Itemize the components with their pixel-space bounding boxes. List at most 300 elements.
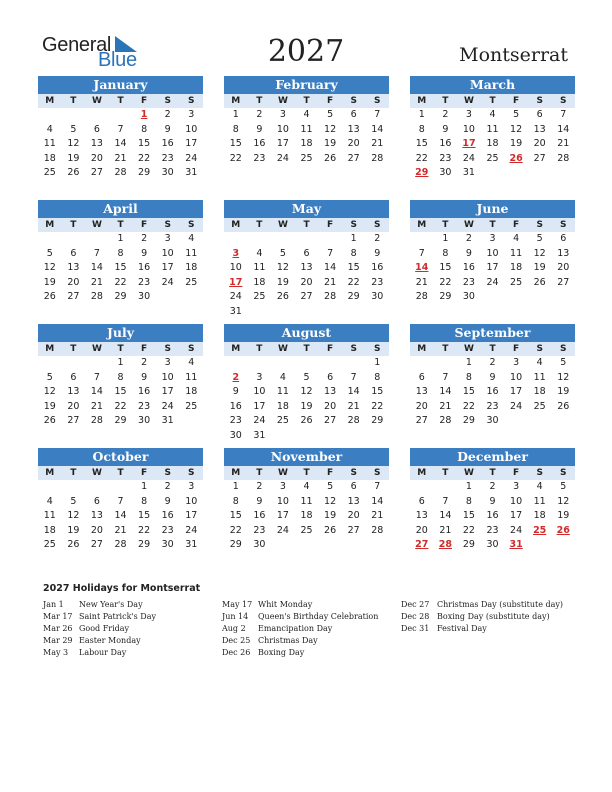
day-cell: 12 xyxy=(533,247,546,259)
day-cell: 25 xyxy=(510,276,523,288)
weekday-label: T xyxy=(256,96,263,106)
empty-day xyxy=(38,480,62,495)
day-cell: 8 xyxy=(442,247,449,259)
week-row xyxy=(224,538,389,553)
holiday-item xyxy=(222,623,378,635)
holiday-date: Mar 17 xyxy=(43,612,73,621)
day-cell: 19 xyxy=(300,400,313,412)
day-cell: 19 xyxy=(533,262,546,274)
day-cell: 11 xyxy=(300,123,313,135)
weekday-label: T xyxy=(256,468,263,478)
day-cell: 15 xyxy=(462,386,475,398)
day-cell: 11 xyxy=(43,138,56,150)
day-cell: 4 xyxy=(256,247,263,259)
day-cell: 15 xyxy=(462,510,475,522)
day-cell: 21 xyxy=(324,276,337,288)
day-cell: 24 xyxy=(486,276,499,288)
day-cell: 17 xyxy=(462,138,476,150)
weekday-label: W xyxy=(277,344,288,354)
day-cell: 5 xyxy=(46,371,53,383)
week-row xyxy=(224,495,389,510)
day-cell: 9 xyxy=(442,123,449,135)
day-cell: 10 xyxy=(510,371,523,383)
day-cell: 26 xyxy=(43,415,56,427)
weekday-label: S xyxy=(350,96,357,106)
empty-day xyxy=(62,108,86,123)
day-cell: 11 xyxy=(533,495,546,507)
empty-day xyxy=(85,108,109,123)
day-cell: 14 xyxy=(371,123,384,135)
day-cell: 17 xyxy=(161,262,174,274)
day-cell: 8 xyxy=(141,495,148,507)
day-cell: 19 xyxy=(67,152,80,164)
day-cell: 12 xyxy=(510,123,523,135)
day-cell: 25 xyxy=(185,400,198,412)
empty-day xyxy=(342,305,366,320)
day-cell: 31 xyxy=(229,305,242,317)
day-cell: 5 xyxy=(560,481,567,492)
day-cell: 30 xyxy=(486,415,499,427)
empty-day xyxy=(365,429,389,444)
week-row xyxy=(224,385,389,400)
day-cell: 1 xyxy=(141,481,148,492)
month-june xyxy=(410,200,575,305)
week-row xyxy=(410,232,575,247)
day-cell: 26 xyxy=(324,152,337,164)
day-cell: 3 xyxy=(279,481,286,492)
day-cell: 30 xyxy=(161,167,174,179)
week-row xyxy=(224,305,389,320)
week-row xyxy=(224,123,389,138)
empty-day xyxy=(504,166,528,181)
empty-day xyxy=(528,538,552,553)
empty-day xyxy=(434,356,458,371)
day-cell: 7 xyxy=(350,371,357,383)
day-cell: 3 xyxy=(279,109,286,120)
day-cell: 8 xyxy=(350,247,357,259)
weekday-label: S xyxy=(164,220,171,230)
day-cell: 10 xyxy=(486,247,499,259)
day-cell: 7 xyxy=(442,495,449,507)
empty-day xyxy=(342,429,366,444)
day-cell: 30 xyxy=(253,539,266,551)
weekday-label: T xyxy=(117,344,124,354)
day-cell: 11 xyxy=(533,371,546,383)
day-cell: 7 xyxy=(117,123,124,135)
month-title: March xyxy=(410,76,575,94)
day-cell: 15 xyxy=(439,262,452,274)
weekday-label: S xyxy=(374,344,381,354)
day-cell: 14 xyxy=(347,386,360,398)
day-cell: 29 xyxy=(229,539,242,551)
week-row xyxy=(38,524,203,539)
empty-day xyxy=(248,232,272,247)
weekday-label: F xyxy=(513,96,520,106)
month-november xyxy=(224,448,389,553)
day-cell: 15 xyxy=(138,138,151,150)
weekday-label: T xyxy=(442,344,449,354)
day-cell: 31 xyxy=(185,539,198,551)
week-row xyxy=(38,538,203,553)
weekday-label: T xyxy=(489,220,496,230)
weekday-label: M xyxy=(231,96,241,106)
holiday-name: Boxing Day (substitute day) xyxy=(437,612,550,621)
day-cell: 2 xyxy=(489,481,496,492)
week-row xyxy=(38,480,203,495)
weekday-label: W xyxy=(91,468,102,478)
holiday-item xyxy=(222,611,378,623)
day-cell: 21 xyxy=(114,152,127,164)
weekday-label: S xyxy=(350,220,357,230)
weekday-label: S xyxy=(350,344,357,354)
day-cell: 29 xyxy=(462,415,475,427)
day-cell: 4 xyxy=(188,357,195,368)
day-cell: 10 xyxy=(185,495,198,507)
empty-day xyxy=(481,290,505,305)
day-cell: 16 xyxy=(371,262,384,274)
day-cell: 15 xyxy=(114,262,127,274)
week-row xyxy=(410,385,575,400)
day-cell: 1 xyxy=(418,109,425,120)
week-row xyxy=(410,261,575,276)
week-row xyxy=(38,371,203,386)
holiday-item xyxy=(401,623,563,635)
day-cell: 24 xyxy=(510,400,523,412)
week-row xyxy=(410,400,575,415)
day-cell: 19 xyxy=(510,138,523,150)
day-cell: 8 xyxy=(117,247,124,259)
day-cell: 20 xyxy=(533,138,546,150)
day-cell: 6 xyxy=(93,495,100,507)
day-cell: 17 xyxy=(486,262,499,274)
day-cell: 2 xyxy=(141,357,148,368)
month-title: June xyxy=(410,200,575,218)
weekday-header xyxy=(38,342,203,356)
weekday-label: S xyxy=(560,344,567,354)
weekday-label: F xyxy=(141,468,148,478)
weekday-label: F xyxy=(513,468,520,478)
empty-day xyxy=(85,232,109,247)
weekday-label: S xyxy=(536,96,543,106)
day-cell: 26 xyxy=(556,524,570,536)
day-cell: 24 xyxy=(161,400,174,412)
month-title: November xyxy=(224,448,389,466)
day-cell: 29 xyxy=(347,291,360,303)
empty-day xyxy=(271,232,295,247)
day-cell: 16 xyxy=(439,138,452,150)
holiday-date: Dec 28 xyxy=(401,612,430,621)
day-cell: 13 xyxy=(90,138,103,150)
empty-day xyxy=(295,538,319,553)
day-cell: 24 xyxy=(229,291,242,303)
day-cell: 13 xyxy=(347,495,360,507)
day-cell: 6 xyxy=(418,371,425,383)
day-cell: 25 xyxy=(486,152,499,164)
day-cell: 22 xyxy=(347,276,360,288)
day-cell: 20 xyxy=(90,524,103,536)
week-row xyxy=(38,166,203,181)
weekday-label: T xyxy=(303,344,310,354)
day-cell: 1 xyxy=(232,481,239,492)
day-cell: 28 xyxy=(371,152,384,164)
day-cell: 1 xyxy=(117,357,124,368)
empty-day xyxy=(504,290,528,305)
day-cell: 15 xyxy=(371,386,384,398)
day-cell: 25 xyxy=(300,152,313,164)
day-cell: 3 xyxy=(164,233,171,244)
day-cell: 6 xyxy=(350,109,357,120)
day-cell: 17 xyxy=(229,276,243,288)
day-cell: 21 xyxy=(371,510,384,522)
month-title: August xyxy=(224,324,389,342)
day-cell: 26 xyxy=(533,276,546,288)
day-cell: 21 xyxy=(90,400,103,412)
holiday-date: Mar 26 xyxy=(43,624,73,633)
weekday-label: M xyxy=(45,96,55,106)
day-cell: 6 xyxy=(418,495,425,507)
day-cell: 31 xyxy=(253,429,266,441)
week-row xyxy=(38,385,203,400)
day-cell: 24 xyxy=(276,524,289,536)
day-cell: 2 xyxy=(256,481,263,492)
day-cell: 8 xyxy=(232,495,239,507)
weekday-label: T xyxy=(117,96,124,106)
day-cell: 10 xyxy=(161,247,174,259)
logo-text-general: General xyxy=(42,34,112,56)
week-row xyxy=(410,414,575,429)
holiday-item xyxy=(222,635,378,647)
week-row xyxy=(410,538,575,553)
weekday-label: S xyxy=(560,96,567,106)
day-cell: 10 xyxy=(161,371,174,383)
empty-day xyxy=(410,232,434,247)
day-cell: 4 xyxy=(303,481,310,492)
day-cell: 19 xyxy=(324,510,337,522)
day-cell: 8 xyxy=(232,123,239,135)
weekday-header xyxy=(38,466,203,480)
weekday-label: T xyxy=(256,344,263,354)
weekday-label: S xyxy=(188,344,195,354)
day-cell: 17 xyxy=(253,400,266,412)
day-cell: 5 xyxy=(327,109,334,120)
day-cell: 20 xyxy=(347,510,360,522)
holiday-name: Christmas Day xyxy=(258,636,318,645)
day-cell: 11 xyxy=(185,247,198,259)
day-cell: 4 xyxy=(536,357,543,368)
day-cell: 14 xyxy=(439,510,452,522)
day-cell: 3 xyxy=(513,357,520,368)
day-cell: 13 xyxy=(415,510,428,522)
day-cell: 5 xyxy=(513,109,520,120)
weekday-label: S xyxy=(374,220,381,230)
day-cell: 12 xyxy=(43,262,56,274)
day-cell: 18 xyxy=(43,152,56,164)
day-cell: 29 xyxy=(114,291,127,303)
weekday-label: T xyxy=(489,468,496,478)
day-cell: 3 xyxy=(489,233,496,244)
holiday-item xyxy=(43,647,156,659)
empty-day xyxy=(271,429,295,444)
empty-day xyxy=(179,290,203,305)
weekday-label: T xyxy=(256,220,263,230)
day-cell: 1 xyxy=(465,481,472,492)
day-cell: 4 xyxy=(46,495,53,507)
holiday-name: Christmas Day (substitute day) xyxy=(437,600,563,609)
day-cell: 17 xyxy=(185,510,198,522)
weekday-label: F xyxy=(513,344,520,354)
day-cell: 23 xyxy=(439,152,452,164)
holiday-date: Jun 14 xyxy=(222,612,249,621)
weekday-label: T xyxy=(117,220,124,230)
month-october xyxy=(38,448,203,553)
week-row xyxy=(224,290,389,305)
day-cell: 1 xyxy=(117,233,124,244)
week-row xyxy=(224,152,389,167)
day-cell: 5 xyxy=(46,247,53,259)
holidays-column xyxy=(43,599,156,659)
day-cell: 14 xyxy=(90,386,103,398)
day-cell: 22 xyxy=(138,152,151,164)
empty-day xyxy=(271,305,295,320)
week-row xyxy=(38,400,203,415)
day-cell: 21 xyxy=(114,524,127,536)
month-january xyxy=(38,76,203,181)
weekday-label: T xyxy=(442,468,449,478)
day-cell: 8 xyxy=(141,123,148,135)
day-cell: 8 xyxy=(418,123,425,135)
day-cell: 20 xyxy=(347,138,360,150)
holiday-date: Dec 26 xyxy=(222,648,251,657)
day-cell: 14 xyxy=(114,510,127,522)
day-cell: 27 xyxy=(347,152,360,164)
weekday-header xyxy=(224,218,389,232)
day-cell: 18 xyxy=(510,262,523,274)
day-cell: 17 xyxy=(276,510,289,522)
day-cell: 25 xyxy=(533,524,547,536)
day-cell: 26 xyxy=(557,400,570,412)
day-cell: 6 xyxy=(560,233,567,244)
day-cell: 7 xyxy=(93,371,100,383)
day-cell: 28 xyxy=(371,524,384,536)
week-row xyxy=(410,524,575,539)
empty-day xyxy=(551,538,575,553)
weekday-label: M xyxy=(45,468,55,478)
day-cell: 1 xyxy=(350,233,357,244)
weekday-header xyxy=(38,218,203,232)
day-cell: 9 xyxy=(489,371,496,383)
weekday-label: T xyxy=(442,96,449,106)
day-cell: 12 xyxy=(300,386,313,398)
day-cell: 29 xyxy=(371,415,384,427)
weekday-label: M xyxy=(417,344,427,354)
empty-day xyxy=(528,166,552,181)
day-cell: 6 xyxy=(303,247,310,259)
day-cell: 28 xyxy=(557,152,570,164)
day-cell: 27 xyxy=(324,415,337,427)
day-cell: 16 xyxy=(462,262,475,274)
empty-day xyxy=(342,538,366,553)
weekday-label: S xyxy=(164,344,171,354)
day-cell: 26 xyxy=(509,152,523,164)
week-row xyxy=(38,123,203,138)
week-row xyxy=(410,276,575,291)
day-cell: 5 xyxy=(536,233,543,244)
day-cell: 4 xyxy=(536,481,543,492)
week-row xyxy=(38,495,203,510)
weekday-label: W xyxy=(277,96,288,106)
day-cell: 7 xyxy=(560,109,567,120)
day-cell: 5 xyxy=(560,357,567,368)
day-cell: 29 xyxy=(138,167,151,179)
day-cell: 1 xyxy=(442,233,449,244)
day-cell: 22 xyxy=(229,524,242,536)
day-cell: 30 xyxy=(371,291,384,303)
empty-day xyxy=(109,108,133,123)
weekday-label: M xyxy=(417,96,427,106)
holiday-date: Dec 27 xyxy=(401,600,430,609)
day-cell: 28 xyxy=(90,415,103,427)
country-name: Montserrat xyxy=(459,44,568,66)
day-cell: 2 xyxy=(489,357,496,368)
day-cell: 20 xyxy=(67,400,80,412)
week-row xyxy=(224,108,389,123)
empty-day xyxy=(551,414,575,429)
empty-day xyxy=(271,538,295,553)
day-cell: 2 xyxy=(164,109,171,120)
day-cell: 18 xyxy=(185,262,198,274)
day-cell: 7 xyxy=(93,247,100,259)
day-cell: 28 xyxy=(324,291,337,303)
week-row xyxy=(38,137,203,152)
weekday-label: S xyxy=(560,468,567,478)
weekday-label: F xyxy=(327,220,334,230)
day-cell: 12 xyxy=(557,495,570,507)
weekday-label: S xyxy=(536,220,543,230)
day-cell: 16 xyxy=(486,386,499,398)
calendar-year: 2027 xyxy=(267,34,345,69)
day-cell: 21 xyxy=(415,276,428,288)
weekday-label: W xyxy=(463,344,474,354)
weekday-label: T xyxy=(303,220,310,230)
day-cell: 13 xyxy=(533,123,546,135)
empty-day xyxy=(156,290,180,305)
day-cell: 26 xyxy=(276,291,289,303)
weekday-label: T xyxy=(70,468,77,478)
day-cell: 19 xyxy=(43,400,56,412)
weekday-label: S xyxy=(536,468,543,478)
empty-day xyxy=(248,356,272,371)
day-cell: 16 xyxy=(138,386,151,398)
day-cell: 6 xyxy=(70,371,77,383)
weekday-label: S xyxy=(188,220,195,230)
empty-day xyxy=(179,414,203,429)
week-row xyxy=(38,152,203,167)
week-row xyxy=(410,247,575,262)
holiday-date: May 3 xyxy=(43,648,69,657)
day-cell: 3 xyxy=(188,481,195,492)
day-cell: 9 xyxy=(232,386,239,398)
holiday-item xyxy=(43,611,156,623)
weekday-label: W xyxy=(277,468,288,478)
weekday-label: S xyxy=(374,96,381,106)
holiday-name: Queen's Birthday Celebration xyxy=(258,612,379,621)
day-cell: 12 xyxy=(67,510,80,522)
holiday-name: New Year's Day xyxy=(79,600,143,609)
day-cell: 10 xyxy=(462,123,475,135)
day-cell: 4 xyxy=(303,109,310,120)
day-cell: 16 xyxy=(253,138,266,150)
weekday-label: W xyxy=(91,96,102,106)
